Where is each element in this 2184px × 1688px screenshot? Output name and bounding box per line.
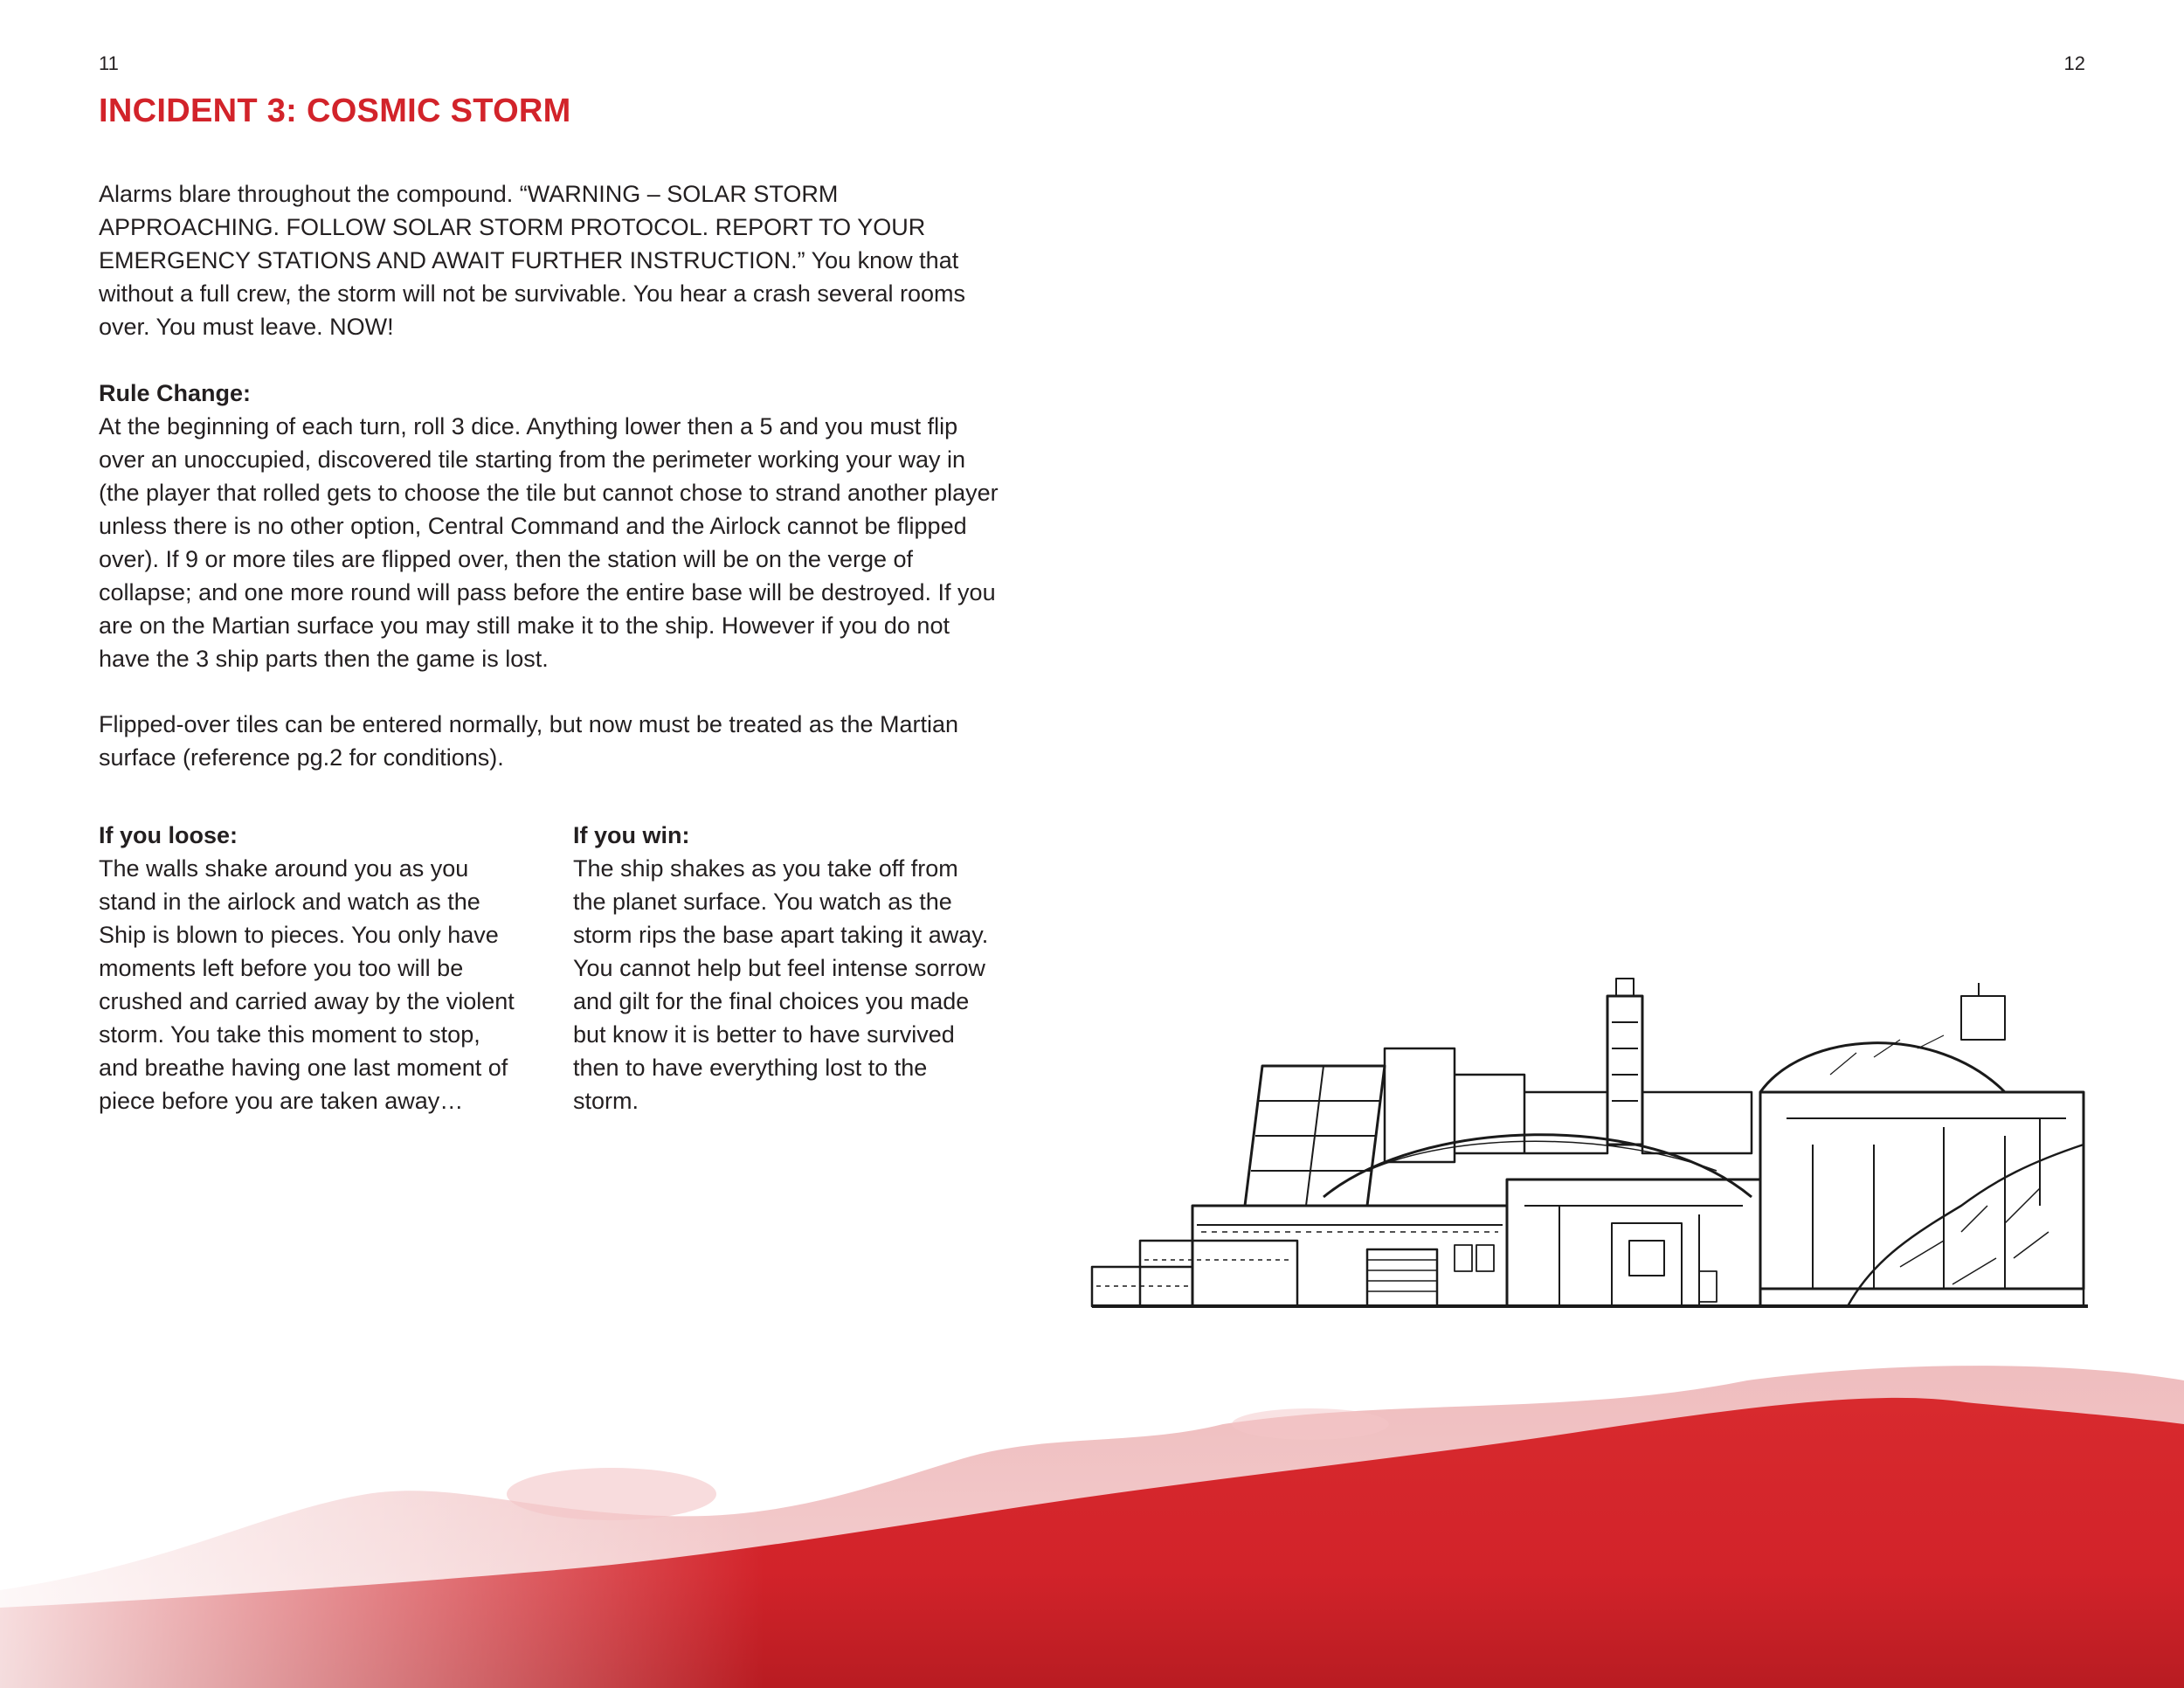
lose-heading: If you loose: (99, 822, 238, 848)
intro-paragraph: Alarms blare throughout the compound. “WARNING – SOLAR STORM APPROACHING. FOLLOW SOLAR STORM PROTOCOL. REPORT TO YOUR EMERGENCY STATIONS AND AWAIT FURTHER INSTRUCTION.” You know that without a full crew, the storm will not be survivable. You hear a crash several rooms over. You must leave. NOW! (99, 181, 965, 340)
win-column (573, 819, 992, 1117)
rule-change-section (99, 377, 999, 675)
rule-change-heading: Rule Change: (99, 380, 252, 406)
mars-base-illustration (1088, 944, 2092, 1328)
red-terrain-band (0, 1363, 2184, 1688)
incident-title: INCIDENT 3: COSMIC STORM (99, 93, 571, 129)
win-heading: If you win: (573, 822, 690, 848)
rule-change-text: At the beginning of each turn, roll 3 dice. Anything lower then a 5 and you must flip over an unoccupied, discovered tile starting from the perimeter working your way in (the player that rolled gets to choose the tile but cannot chose to strand another player unless there is no other option, Central Command and the Airlock cannot be flipped over). If 9 or more tiles are flipped over, then the station will be on the verge of collapse; and one more round will pass before the entire base will be destroyed. If you are on the Martian surface you may still make it to the ship. However if you do not have the 3 ship parts then the game is lost. (99, 413, 999, 672)
flipped-tiles-paragraph: Flipped-over tiles can be entered normally, but now must be treated as the Martian surface (reference pg.2 for conditions). (99, 711, 959, 771)
win-text: The ship shakes as you take off from the planet surface. You watch as the storm rips the base apart taking it away. You cannot help but feel intense sorrow and gilt for the final choices you made but know it is better to have survived then to have everything lost to the storm. (573, 855, 989, 1114)
lose-text: The walls shake around you as you stand in the airlock and watch as the Ship is blown to pieces. You only have moments left before you too will be crushed and carried away by the violent storm. You take this moment to stop, and breathe having one last moment of piece before you are taken away… (99, 855, 515, 1114)
page-number-left: 11 (99, 52, 119, 74)
page-number-right: 12 (2063, 52, 2085, 74)
lose-column (99, 819, 518, 1117)
